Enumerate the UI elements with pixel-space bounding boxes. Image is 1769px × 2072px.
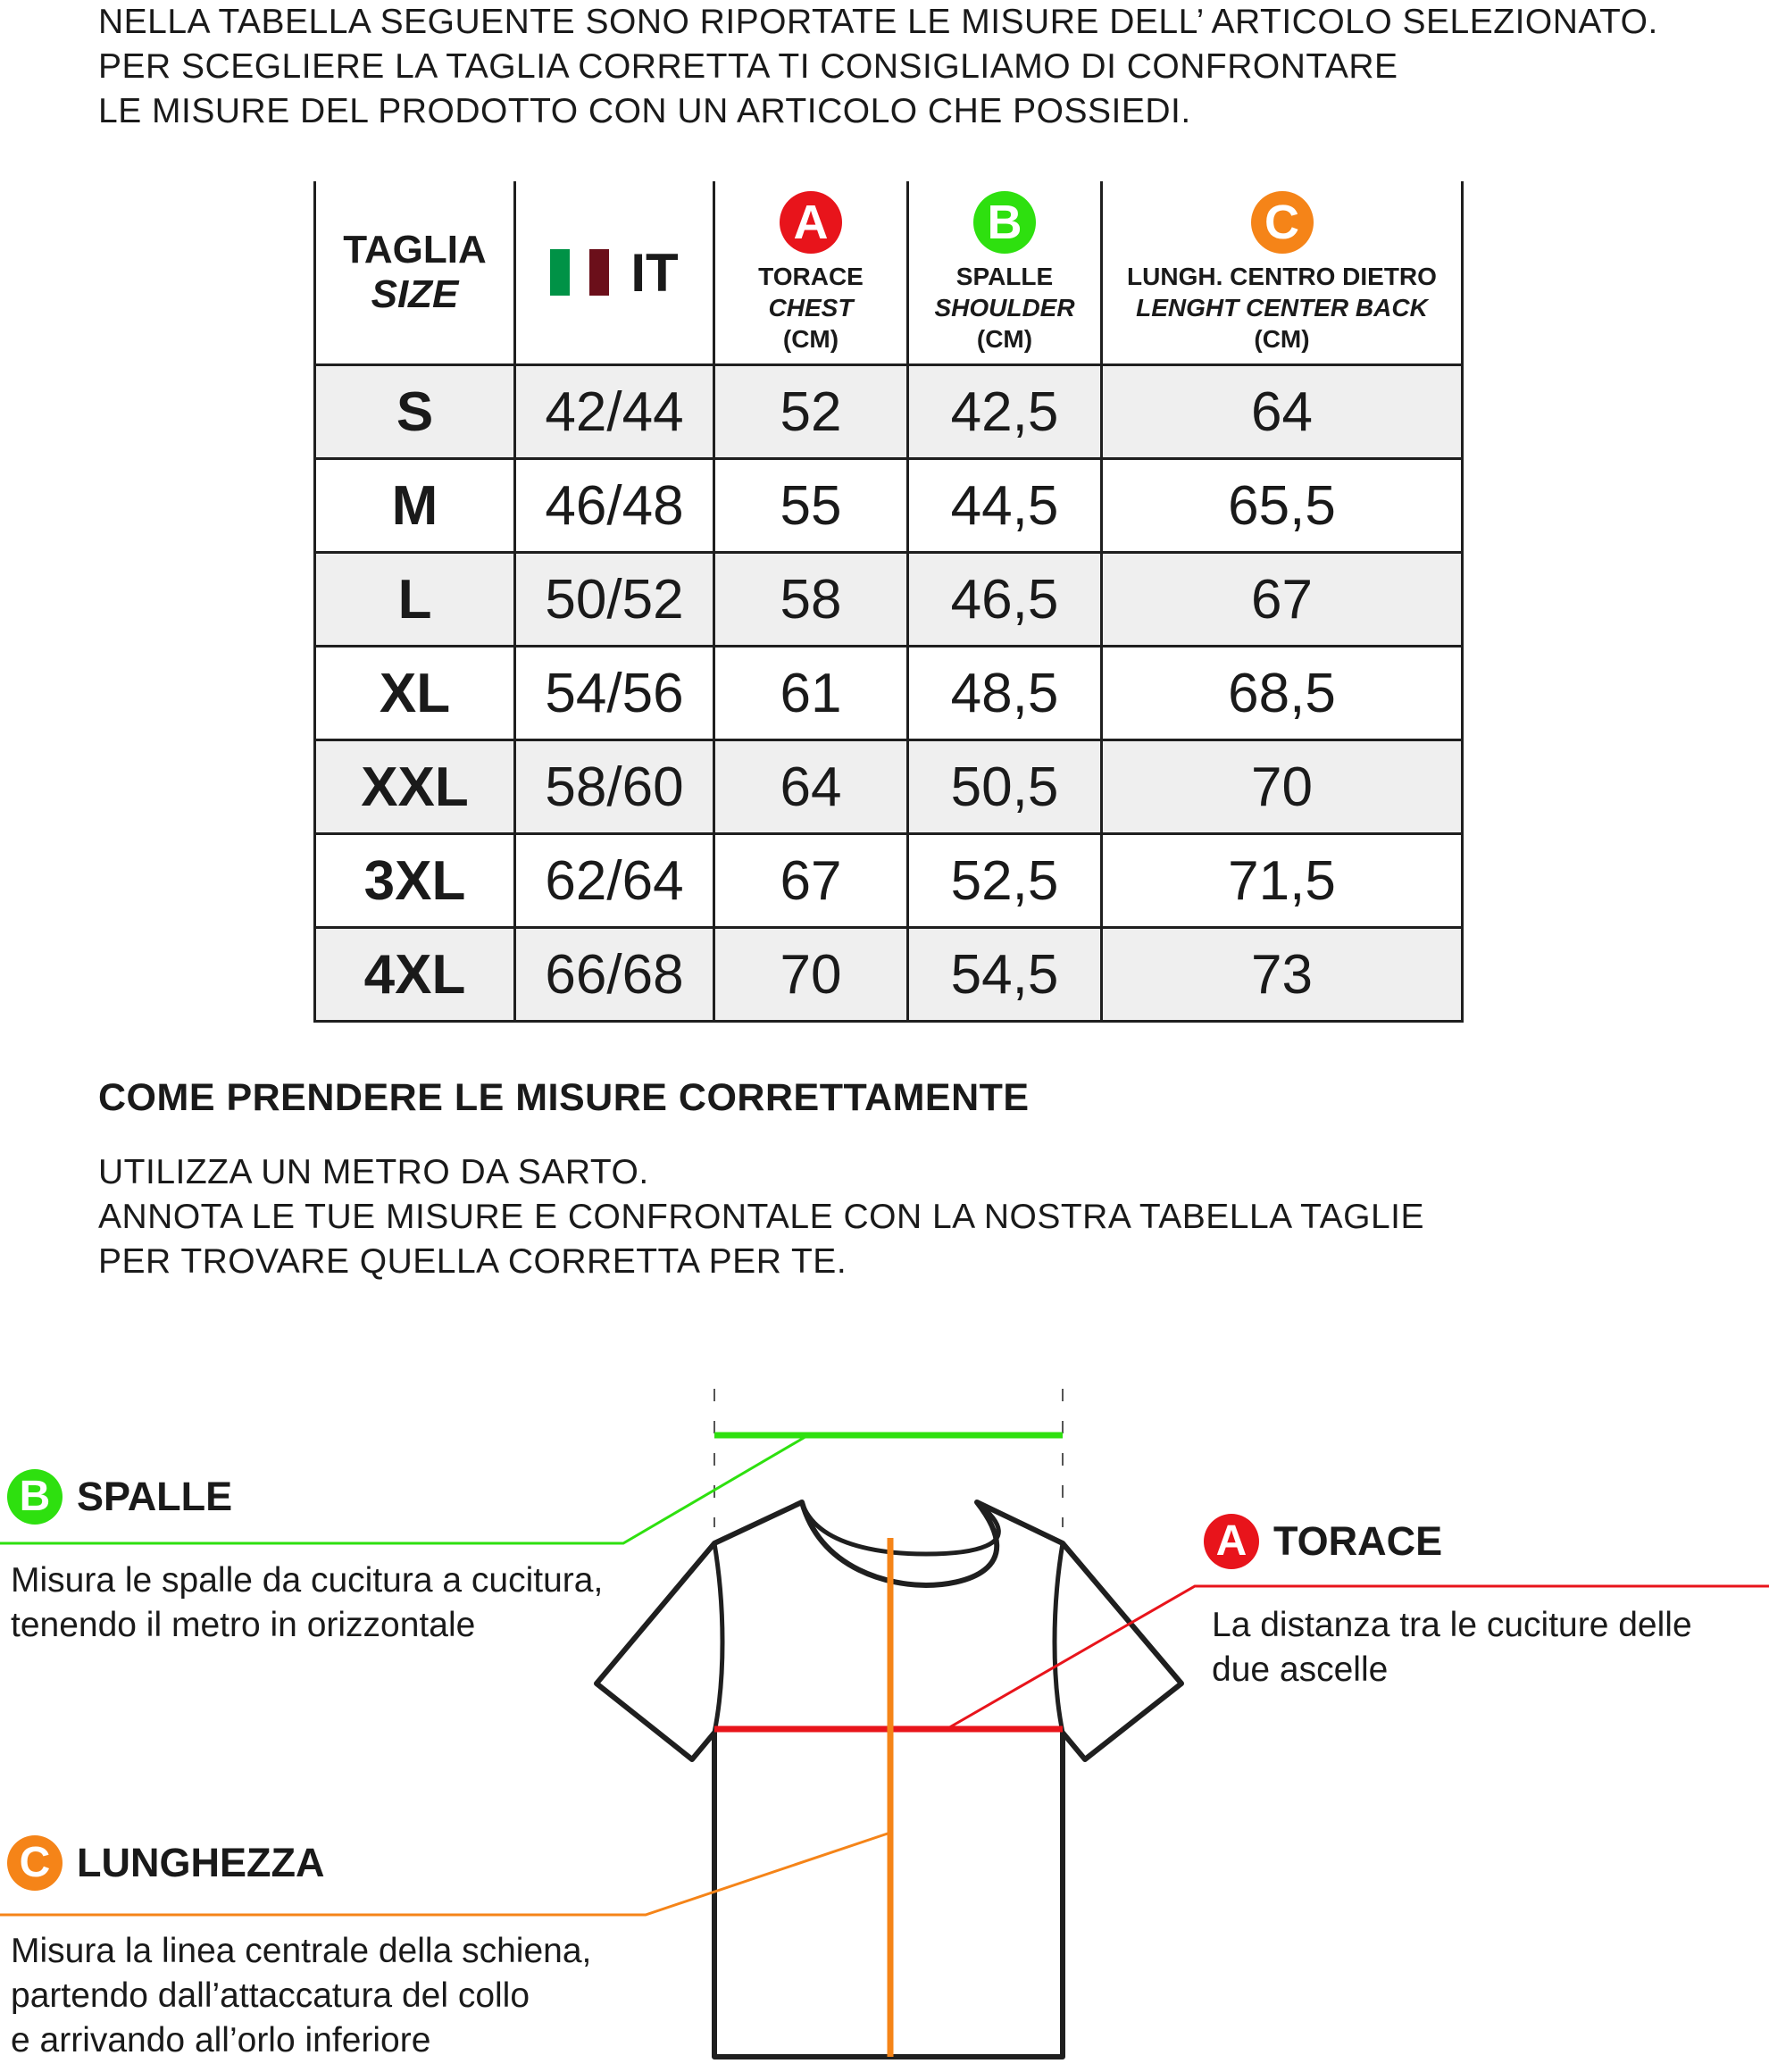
badge-b-icon: B bbox=[973, 191, 1036, 254]
intro-line-2: PER SCEGLIERE LA TAGLIA CORRETTA TI CONSIGLIAMO DI CONFRONTARE bbox=[98, 47, 1398, 86]
shoulder-cell: 52,5 bbox=[908, 834, 1102, 928]
label-lunghezza bbox=[7, 1835, 324, 1891]
header-shoulder-unit: (CM) bbox=[976, 324, 1033, 353]
badge-b-icon: B bbox=[7, 1469, 63, 1525]
length-cell: 65,5 bbox=[1102, 459, 1463, 553]
header-length-title: LUNGH. CENTRO DIETRO bbox=[1127, 262, 1437, 290]
chest-cell: 67 bbox=[714, 834, 908, 928]
badge-a-icon: A bbox=[1204, 1514, 1259, 1569]
shoulder-cell: 54,5 bbox=[908, 928, 1102, 1022]
header-shoulder-subtitle: SHOULDER bbox=[934, 293, 1075, 322]
lunghezza-desc-line-2: partendo dall’attaccatura del collo bbox=[11, 1976, 530, 2015]
badge-c-icon: C bbox=[7, 1835, 63, 1891]
length-cell: 71,5 bbox=[1102, 834, 1463, 928]
size-cell: M bbox=[315, 459, 515, 553]
header-chest-subtitle: CHEST bbox=[768, 293, 854, 322]
header-length-subtitle: LENGHT CENTER BACK bbox=[1136, 293, 1428, 322]
header-size-subtitle: SIZE bbox=[371, 272, 459, 316]
it-cell: 62/64 bbox=[515, 834, 714, 928]
size-cell: 3XL bbox=[315, 834, 515, 928]
it-cell: 54/56 bbox=[515, 647, 714, 740]
badge-a-icon: A bbox=[780, 191, 842, 254]
badge-c-icon: C bbox=[1251, 191, 1314, 254]
intro-line-1: NELLA TABELLA SEGUENTE SONO RIPORTATE LE MISURE DELL’ ARTICOLO SELEZIONATO. bbox=[98, 3, 1658, 41]
length-cell: 73 bbox=[1102, 928, 1463, 1022]
label-spalle bbox=[7, 1469, 232, 1525]
left-armhole-seam bbox=[714, 1543, 722, 1733]
collar-seam bbox=[802, 1502, 998, 1554]
size-cell: XL bbox=[315, 647, 515, 740]
length-cell: 67 bbox=[1102, 553, 1463, 647]
size-cell: S bbox=[315, 365, 515, 459]
howto-line-3: PER TROVARE QUELLA CORRETTA PER TE. bbox=[98, 1242, 847, 1281]
it-cell: 46/48 bbox=[515, 459, 714, 553]
howto-line-2: ANNOTA LE TUE MISURE E CONFRONTALE CON LA NOSTRA TABELLA TAGLIE bbox=[98, 1198, 1424, 1236]
size-cell: L bbox=[315, 553, 515, 647]
shoulder-cell: 42,5 bbox=[908, 365, 1102, 459]
torace-desc-line-1: La distanza tra le cuciture delle bbox=[1212, 1606, 1692, 1644]
torace-desc-line-2: due ascelle bbox=[1212, 1650, 1389, 1689]
lunghezza-description bbox=[11, 1929, 591, 2063]
length-cell: 68,5 bbox=[1102, 647, 1463, 740]
size-cell: XXL bbox=[315, 740, 515, 834]
header-it-label: IT bbox=[630, 242, 679, 303]
size-cell: 4XL bbox=[315, 928, 515, 1022]
lunghezza-desc-line-3: e arrivando all’orlo inferiore bbox=[11, 2021, 431, 2059]
spalle-desc-line-2: tenendo il metro in orizzontale bbox=[11, 1606, 476, 1644]
shoulder-cell: 46,5 bbox=[908, 553, 1102, 647]
it-cell: 50/52 bbox=[515, 553, 714, 647]
right-armhole-seam bbox=[1055, 1543, 1063, 1733]
howto-title: COME PRENDERE LE MISURE CORRETTAMENTE bbox=[98, 1076, 1030, 1119]
header-chest-unit: (CM) bbox=[782, 324, 839, 353]
chest-cell: 64 bbox=[714, 740, 908, 834]
lunghezza-desc-line-1: Misura la linea centrale della schiena, bbox=[11, 1932, 592, 1970]
it-cell: 58/60 bbox=[515, 740, 714, 834]
length-cell: 64 bbox=[1102, 365, 1463, 459]
label-torace bbox=[1204, 1514, 1442, 1569]
howto-line-1: UTILIZZA UN METRO DA SARTO. bbox=[98, 1153, 649, 1191]
intro-line-3: LE MISURE DEL PRODOTTO CON UN ARTICOLO CHE POSSIEDI. bbox=[98, 92, 1191, 130]
header-length-unit: (CM) bbox=[1254, 324, 1310, 353]
spalle-desc-line-1: Misura le spalle da cucitura a cucitura, bbox=[11, 1561, 604, 1600]
torace-description bbox=[1212, 1603, 1692, 1692]
shoulder-cell: 48,5 bbox=[908, 647, 1102, 740]
it-cell: 66/68 bbox=[515, 928, 714, 1022]
header-size-title: TAGLIA bbox=[343, 228, 487, 272]
header-shoulder-title: SPALLE bbox=[955, 262, 1054, 290]
chest-cell: 70 bbox=[714, 928, 908, 1022]
spalle-description bbox=[11, 1558, 603, 1648]
chest-cell: 52 bbox=[714, 365, 908, 459]
header-chest-title: TORACE bbox=[758, 262, 864, 290]
chest-cell: 55 bbox=[714, 459, 908, 553]
chest-cell: 61 bbox=[714, 647, 908, 740]
length-cell: 70 bbox=[1102, 740, 1463, 834]
label-lunghezza-title: LUNGHEZZA bbox=[77, 1840, 325, 1885]
shoulder-cell: 44,5 bbox=[908, 459, 1102, 553]
label-spalle-title: SPALLE bbox=[77, 1474, 233, 1519]
shoulder-cell: 50,5 bbox=[908, 740, 1102, 834]
chest-cell: 58 bbox=[714, 553, 908, 647]
it-cell: 42/44 bbox=[515, 365, 714, 459]
label-torace-title: TORACE bbox=[1273, 1518, 1443, 1564]
